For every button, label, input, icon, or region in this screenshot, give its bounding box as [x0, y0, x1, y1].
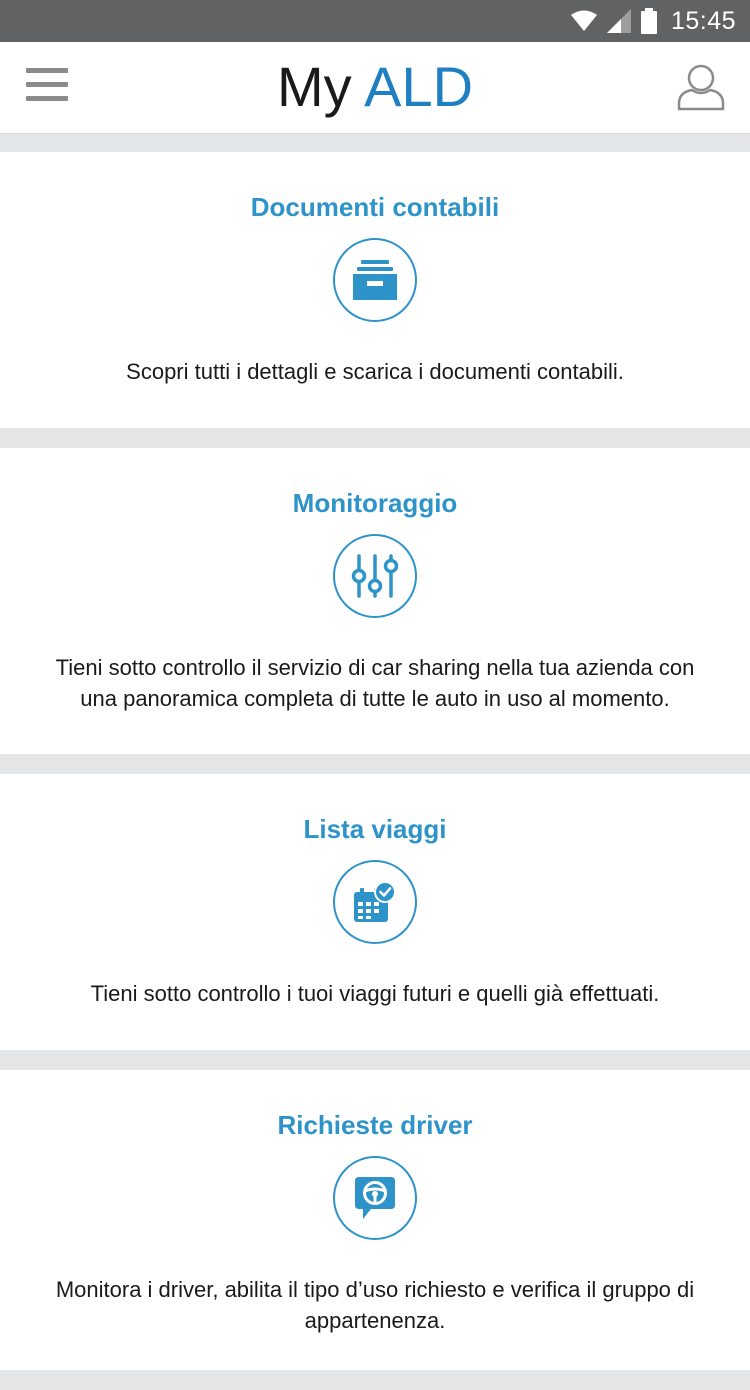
app-title: [0, 54, 750, 120]
card-monitoraggio[interactable]: [0, 448, 750, 754]
signal-icon: [607, 9, 631, 33]
app-header: [0, 42, 750, 134]
title-prefix: My: [276, 55, 352, 118]
card-richieste-driver[interactable]: [0, 1070, 750, 1370]
card-title: Lista viaggi: [303, 814, 447, 844]
wifi-icon: [571, 10, 597, 32]
user-profile-icon[interactable]: [676, 62, 726, 112]
card-lista-viaggi[interactable]: [0, 774, 750, 1050]
clock: 15:45: [670, 6, 736, 35]
card-description: Scopri tutti i dettagli e scarica i documenti contabili.: [126, 359, 624, 384]
title-brand: ALD: [364, 55, 474, 118]
card-description: Tieni sotto controllo il servizio di car sharing nella tua azienda con una panoramica completa di tutte le auto in uso al momento.: [55, 655, 695, 711]
card-title: Richieste driver: [277, 1110, 473, 1140]
card-title: Monitoraggio: [292, 488, 458, 518]
card-documenti-contabili[interactable]: [0, 152, 750, 428]
card-description: Monitora i driver, abilita il tipo d’uso richiesto e verifica il gruppo di appartenenza.: [55, 1277, 695, 1333]
battery-icon: [641, 8, 657, 34]
steering-wheel-chat-icon[interactable]: [333, 1156, 417, 1240]
sliders-icon[interactable]: [333, 534, 417, 618]
feature-list: [0, 152, 750, 1390]
card-title: Documenti contabili: [250, 192, 500, 222]
status-bar: [0, 0, 750, 42]
archive-tray-icon[interactable]: [333, 238, 417, 322]
card-description: Tieni sotto controllo i tuoi viaggi futuri e quelli già effettuati.: [90, 981, 660, 1006]
calendar-check-icon[interactable]: [333, 860, 417, 944]
